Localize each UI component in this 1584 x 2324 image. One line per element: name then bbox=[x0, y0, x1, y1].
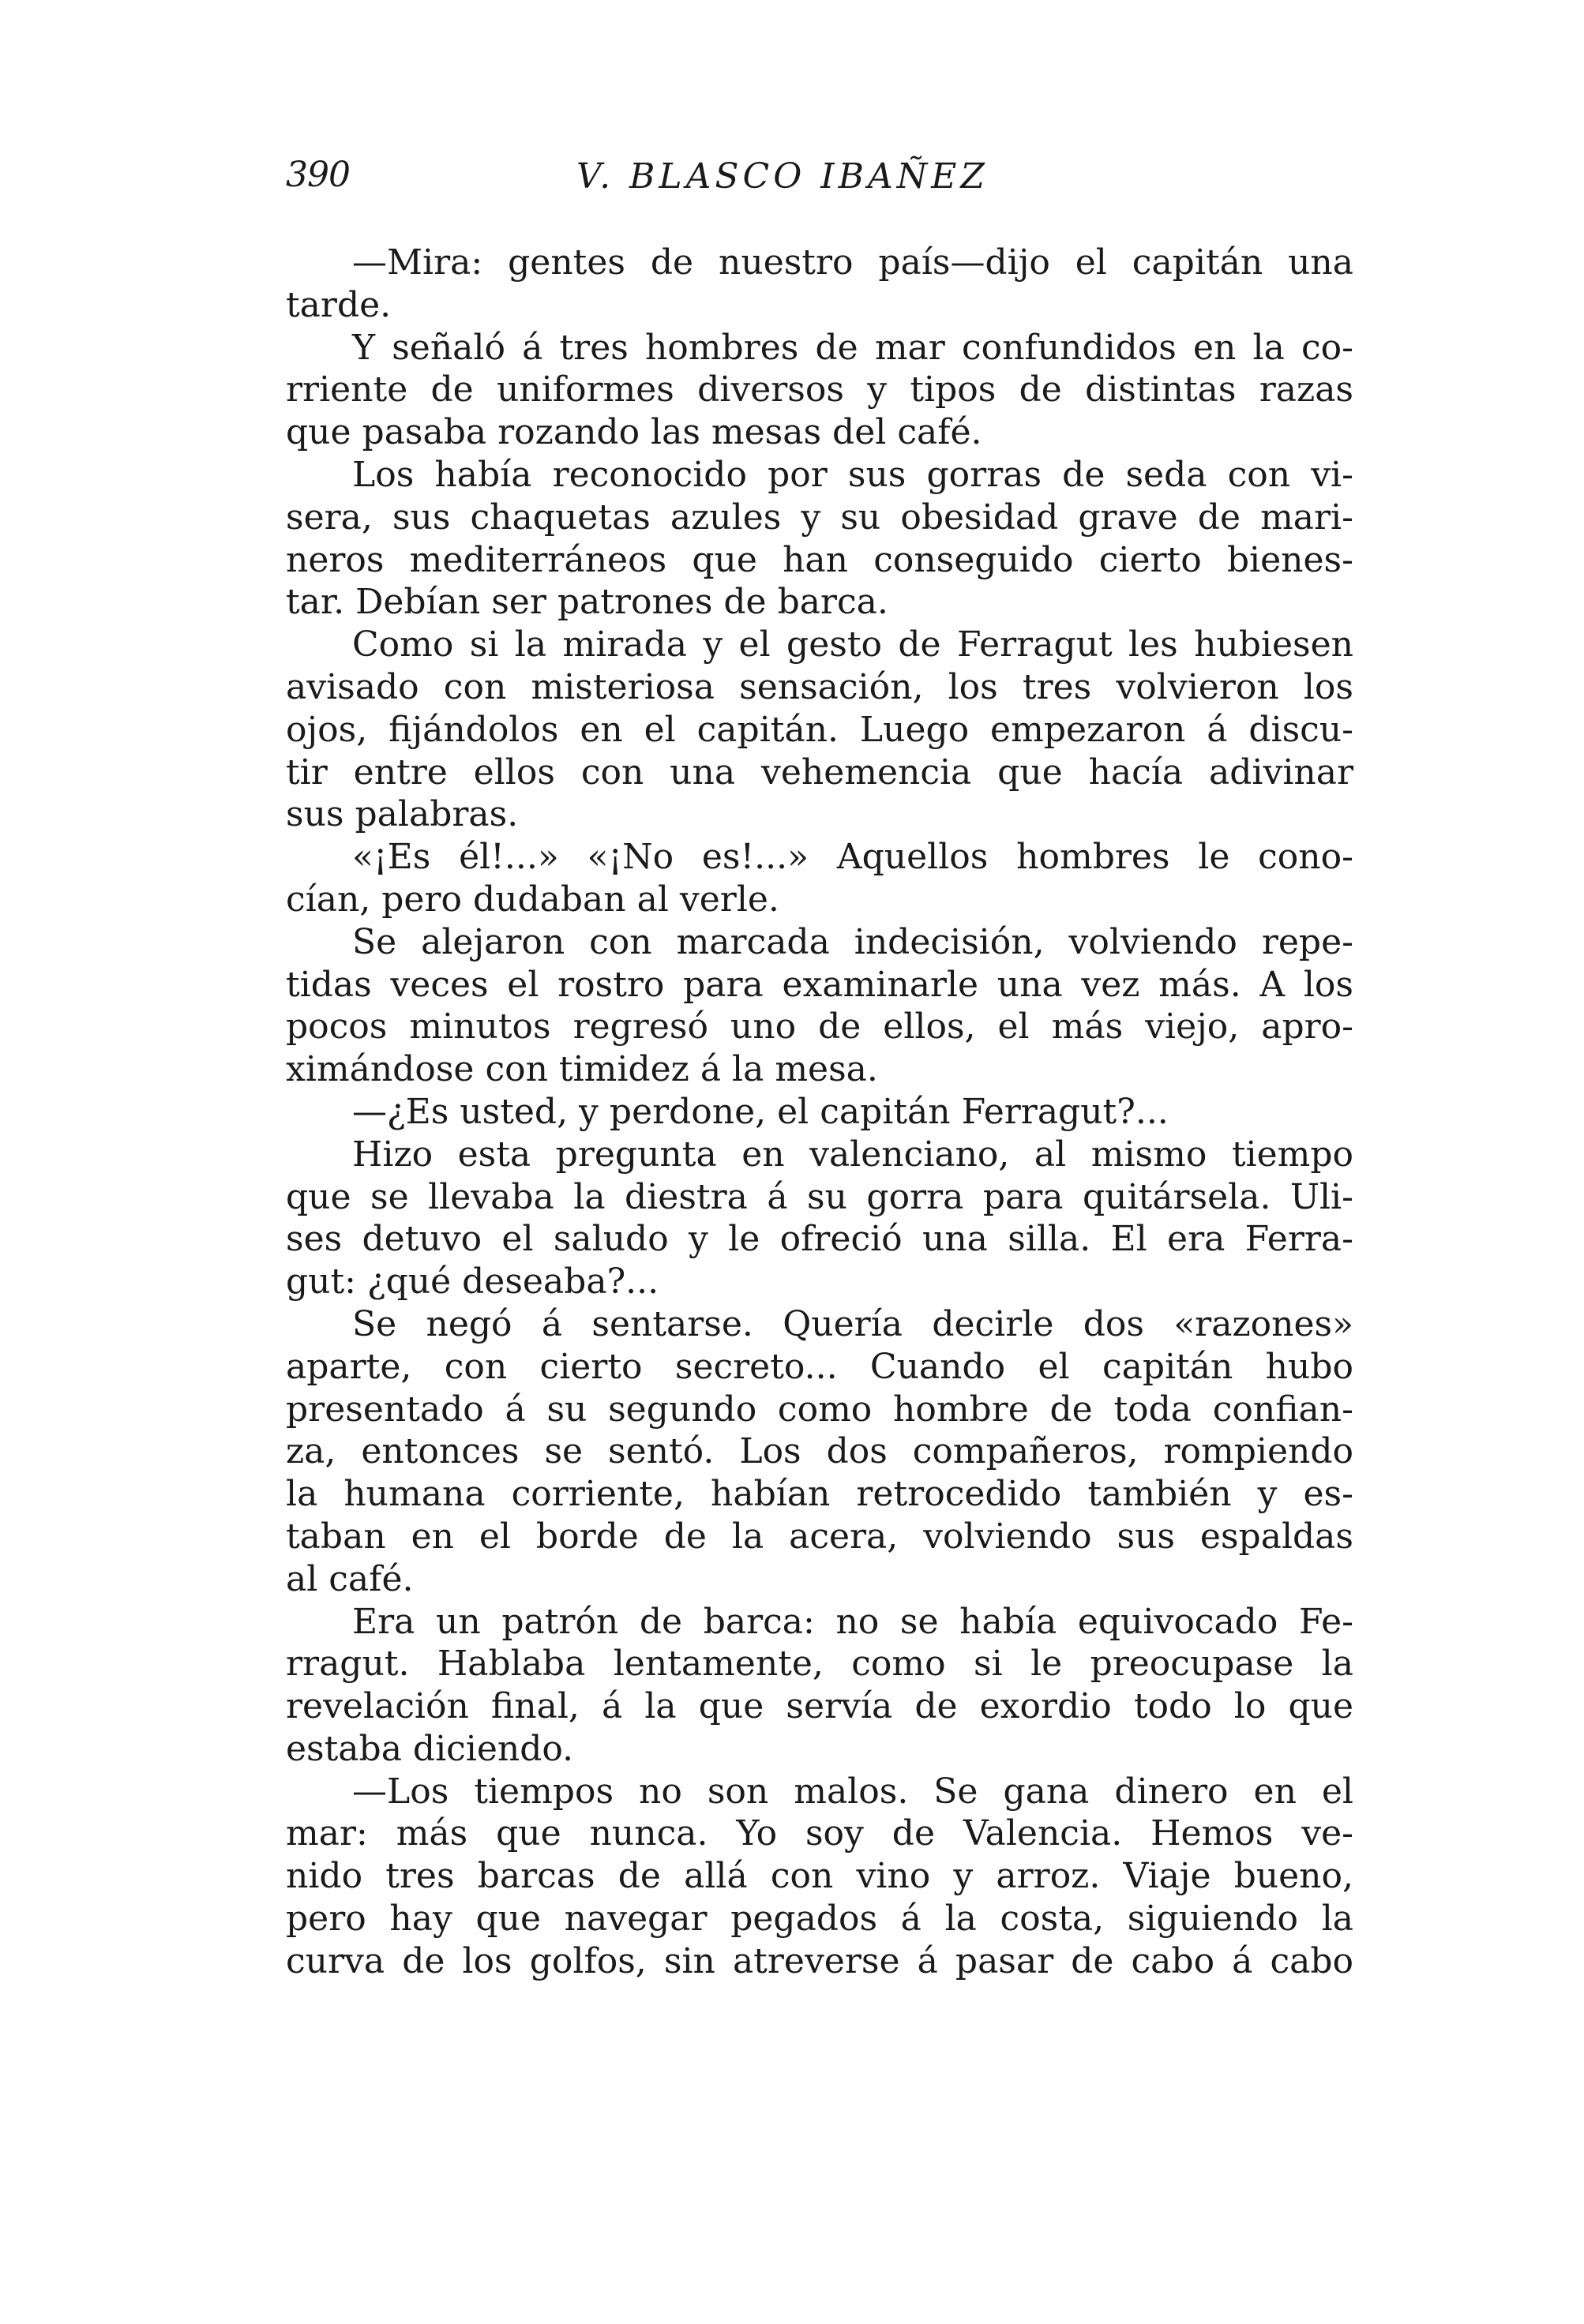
text-line: Como si la mirada y el gesto de Ferragut les hubiesen bbox=[352, 624, 1353, 665]
text-line: sera, sus chaquetas azules y su obesidad grave de mari- bbox=[286, 497, 1353, 538]
text-line: mar: más que nunca. Yo soy de Valencia. Hemos ve- bbox=[286, 1813, 1353, 1854]
text-line: tar. Debían ser patrones de barca. bbox=[286, 582, 888, 623]
page-number: 390 bbox=[286, 155, 350, 195]
text-line: Hizo esta pregunta en valenciano, al mismo tiempo bbox=[352, 1134, 1353, 1175]
text-line: pero hay que navegar pegados á la costa, siguiendo la bbox=[286, 1899, 1353, 1940]
text-line: curva de los golfos, sin atreverse á pasar de cabo á cabo bbox=[286, 1940, 1353, 1981]
text-line: —Los tiempos no son malos. Se gana dinero en el bbox=[352, 1771, 1353, 1812]
text-line: —¿Es usted, y perdone, el capitán Ferragut?... bbox=[352, 1091, 1169, 1132]
text-line: avisado con misteriosa sensación, los tres volvieron los bbox=[286, 666, 1353, 707]
text-line: Era un patrón de barca: no se había equivocado Fe- bbox=[352, 1601, 1353, 1642]
text-line: cían, pero dudaban al verle. bbox=[286, 879, 779, 920]
text-line: ximándose con timidez á la mesa. bbox=[286, 1049, 878, 1090]
text-line: estaba diciendo. bbox=[286, 1728, 574, 1769]
text-line: que pasaba rozando las mesas del café. bbox=[286, 412, 982, 453]
text-line: rragut. Hablaba lentamente, como si le preocupase la bbox=[286, 1644, 1353, 1685]
text-line: tir entre ellos con una vehemencia que hacía adivinar bbox=[286, 752, 1353, 793]
text-line: tarde. bbox=[286, 284, 392, 325]
text-line: nido tres barcas de allá con vino y arroz. Viaje bueno, bbox=[286, 1856, 1353, 1897]
text-line: —Mira: gentes de nuestro país—dijo el capitán una bbox=[352, 242, 1353, 283]
text-line: Los había reconocido por sus gorras de seda con vi- bbox=[352, 454, 1353, 495]
text-line: al café. bbox=[286, 1558, 414, 1599]
text-line: rriente de uniformes diversos y tipos de distintas razas bbox=[286, 369, 1353, 410]
page-header bbox=[286, 155, 1360, 210]
text-line: sus palabras. bbox=[286, 794, 519, 835]
text-line: pocos minutos regresó uno de ellos, el más viejo, apro- bbox=[286, 1006, 1353, 1048]
text-line: ojos, fijándolos en el capitán. Luego empezaron á discu- bbox=[286, 709, 1353, 750]
text-line: taban en el borde de la acera, volviendo sus espaldas bbox=[286, 1516, 1353, 1557]
text-line: revelación final, á la que servía de exordio todo lo que bbox=[286, 1686, 1353, 1727]
text-line: aparte, con cierto secreto... Cuando el capitán hubo bbox=[286, 1346, 1353, 1387]
text-line: Se alejaron con marcada indecisión, volviendo repe- bbox=[352, 921, 1353, 962]
text-line: tidas veces el rostro para examinarle una vez más. A los bbox=[286, 964, 1353, 1005]
text-line: neros mediterráneos que han conseguido cierto bienes- bbox=[286, 539, 1353, 580]
body-text bbox=[286, 242, 1353, 1983]
running-title: V. BLASCO IBAÑEZ bbox=[576, 156, 989, 197]
text-line: que se llevaba la diestra á su gorra para quitársela. Uli- bbox=[286, 1176, 1353, 1217]
text-line: Y señaló á tres hombres de mar confundidos en la co- bbox=[352, 327, 1353, 368]
text-line: Se negó á sentarse. Quería decirle dos «razones» bbox=[352, 1303, 1353, 1344]
text-line: presentado á su segundo como hombre de toda confian- bbox=[286, 1389, 1353, 1430]
text-line: za, entonces se sentó. Los dos compañeros, rompiendo bbox=[286, 1431, 1353, 1472]
text-line: la humana corriente, habían retrocedido también y es- bbox=[286, 1474, 1353, 1515]
text-line: gut: ¿qué deseaba?... bbox=[286, 1261, 659, 1303]
text-line: ses detuvo el saludo y le ofreció una silla. El era Ferra- bbox=[286, 1219, 1353, 1260]
text-line: «¡Es él!...» «¡No es!...» Aquellos hombres le cono- bbox=[352, 837, 1353, 878]
